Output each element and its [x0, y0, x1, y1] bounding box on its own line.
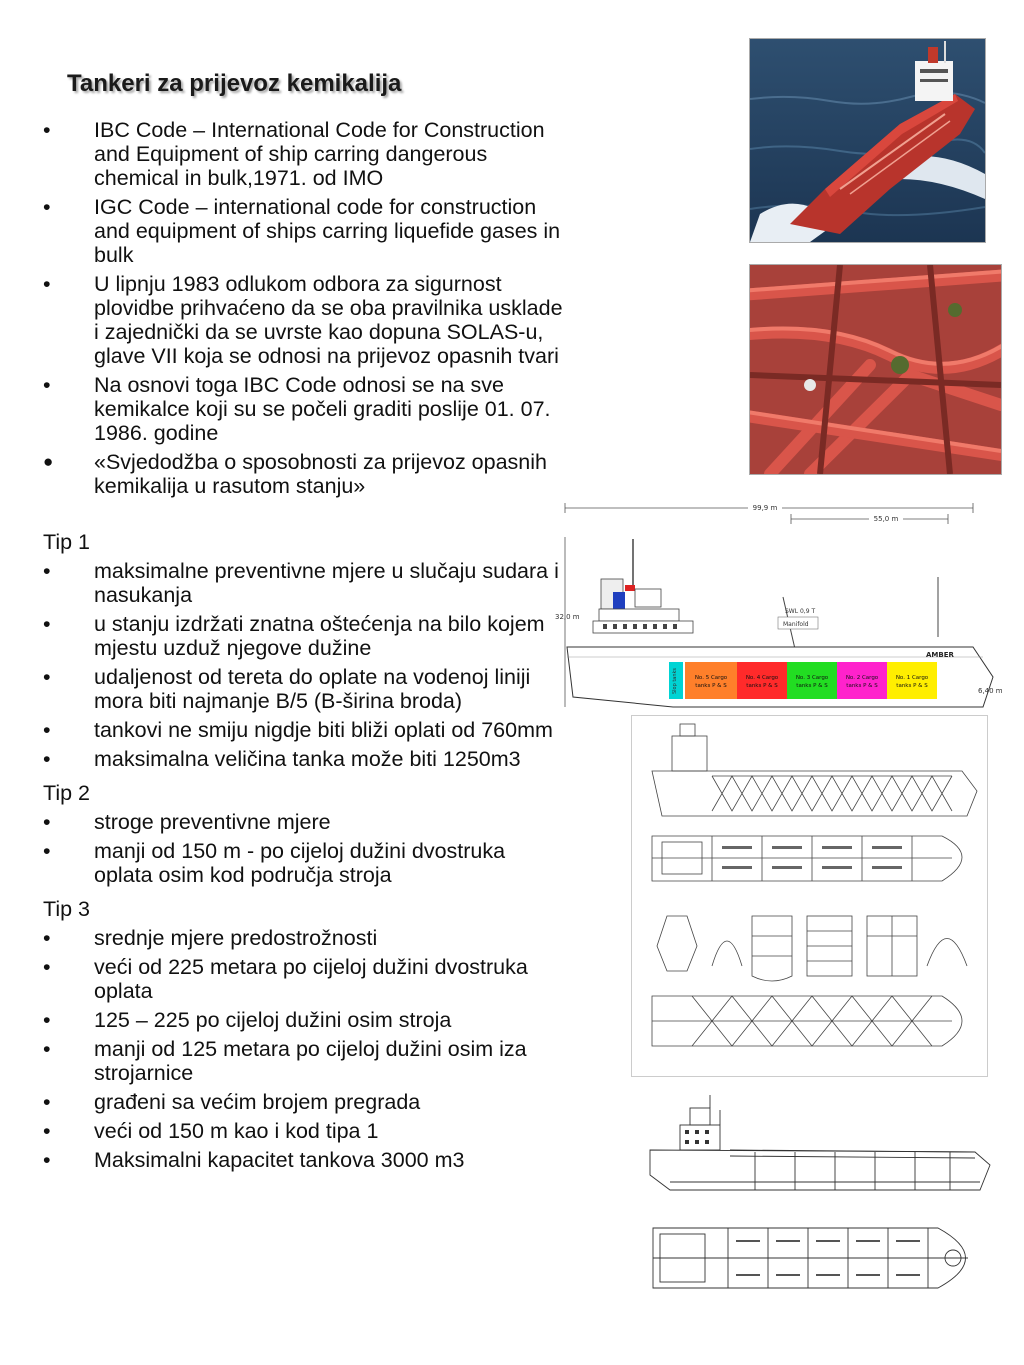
list-item [43, 118, 568, 190]
tank-label: tanks P & S [896, 683, 928, 689]
bullet: • [43, 1148, 51, 1172]
tank-label: No. 2 Cargo [845, 675, 879, 681]
tank-label: tanks P & S [746, 683, 778, 689]
tip2-heading: Tip 2 [43, 781, 90, 805]
item-text: udaljenost od tereta do oplate na vodenoj liniji mora biti najmanje B/5 (B-širina broda) [94, 665, 531, 713]
item-text: manji od 125 metara po cijeloj dužini osim iza strojarnice [94, 1037, 527, 1085]
tank-label: No. 4 Cargo [745, 675, 779, 681]
item-text: IGC Code – international code for construction and equipment of ships carring liquefide gases in bulk [94, 195, 561, 267]
small-plan-drawing [648, 1222, 998, 1294]
list-item [43, 559, 568, 607]
bullet: • [43, 272, 51, 296]
list-item [43, 195, 568, 267]
small-profile-graphic [645, 1090, 995, 1195]
bullet: • [43, 559, 51, 583]
tip1-list [43, 559, 568, 771]
bullet: • [43, 955, 51, 979]
ship-name-label: AMBER [926, 651, 954, 659]
item-text: stroge preventivne mjere [94, 810, 331, 834]
item-text: «Svjedodžba o sposobnosti za prijevoz opasnih kemikalija u rasutom stanju» [94, 450, 547, 498]
item-text: srednje mjere predostrožnosti [94, 926, 378, 950]
deck-piping-photo [749, 264, 1002, 475]
list-item [43, 450, 568, 498]
dim-cargo-label: 55,0 m [873, 515, 899, 523]
tank-label: No. 3 Cargo [795, 675, 829, 681]
page-title: Tankeri za prijevoz kemikalija [67, 70, 402, 97]
dim-draft-label: 6,40 m [978, 687, 1003, 695]
list-item [43, 955, 568, 1003]
dim-length-label: 99,9 m [752, 504, 778, 512]
deck-piping-graphic [750, 265, 1001, 474]
bullet: • [43, 1008, 51, 1032]
dim-height-label: 32,0 m [555, 613, 580, 621]
bullet: • [43, 1119, 51, 1143]
item-text: IBC Code – International Code for Construction and Equipment of ship carring dangerous chemical in bulk,1971. od IMO [94, 118, 545, 190]
item-text: građeni sa većim brojem pregrada [94, 1090, 421, 1114]
list-item [43, 373, 568, 445]
tank-label: tanks P & S [695, 683, 727, 689]
ship-profile-diagram [553, 497, 1003, 712]
bullet: • [43, 195, 51, 219]
bullet: • [43, 926, 51, 950]
tip1-heading: Tip 1 [43, 530, 90, 554]
bullet: • [43, 1090, 51, 1114]
bullet: • [43, 810, 51, 834]
list-item [43, 1119, 568, 1143]
tip3-list [43, 926, 568, 1172]
small-profile-drawing [645, 1090, 995, 1195]
item-text: maksimalne preventivne mjere u slučaju sudara i nasukanja [94, 559, 559, 607]
list-item [43, 810, 568, 834]
cargo-tanks [685, 662, 937, 699]
list-item [43, 1148, 568, 1172]
tanker-photo-graphic [750, 39, 985, 242]
slop-tank-label: Slop tanks [672, 667, 678, 695]
content-text [43, 118, 568, 1177]
tank-label: No. 1 Cargo [895, 675, 929, 681]
general-arrangement-graphic [632, 716, 987, 1076]
item-text: veći od 225 metara po cijeloj dužini dvostruka oplata [94, 955, 528, 1003]
bullet: • [43, 1037, 51, 1061]
ship-profile-graphic [553, 497, 1003, 712]
item-text: u stanju izdržati znatna oštećenja na bilo kojem mjestu uzduž njegove dužine [94, 612, 545, 660]
small-plan-graphic [648, 1222, 998, 1294]
intro-list [43, 118, 568, 498]
item-text: maksimalna veličina tanka može biti 1250m3 [94, 747, 521, 771]
list-item [43, 1037, 568, 1085]
bullet: • [43, 747, 51, 771]
item-text: tankovi ne smiju nigdje biti bliži oplati od 760mm [94, 718, 553, 742]
item-text: manji od 150 m - po cijeloj dužini dvostruka oplata osim kod područja stroja [94, 839, 506, 887]
tank-label: tanks P & S [796, 683, 828, 689]
tip2-list [43, 810, 568, 887]
item-text: U lipnju 1983 odlukom odbora za sigurnost plovidbe prihvaćeno da se oba pravilnika usklade i zajednički da se uvrste kao dopuna SOLAS-u, glave VII koja se odnosi na prijevoz opasnih tvari [94, 272, 563, 368]
item-text: Maksimalni kapacitet tankova 3000 m3 [94, 1148, 465, 1172]
item-text: 125 – 225 po cijeloj dužini osim stroja [94, 1008, 452, 1032]
tank-label: No. 5 Cargo [694, 675, 728, 681]
general-arrangement-drawing [631, 715, 988, 1077]
bullet: ● [43, 452, 54, 471]
bullet: • [43, 373, 51, 397]
item-text: veći od 150 m kao i kod tipa 1 [94, 1119, 379, 1143]
list-item [43, 747, 568, 771]
tanker-photo [749, 38, 986, 243]
tip3-heading: Tip 3 [43, 897, 90, 921]
list-item [43, 926, 568, 950]
list-item [43, 272, 568, 368]
swl-label: SWL 0,9 T [785, 608, 816, 615]
list-item [43, 839, 568, 887]
list-item [43, 612, 568, 660]
bullet: • [43, 718, 51, 742]
bullet: • [43, 118, 51, 142]
bullet: • [43, 665, 51, 689]
list-item [43, 1090, 568, 1114]
bullet: • [43, 839, 51, 863]
tank-label: tanks P & S [846, 683, 878, 689]
bullet: • [43, 612, 51, 636]
item-text: Na osnovi toga IBC Code odnosi se na sve kemikalce koji su se počeli graditi poslije 01. 07. 1986. godine [94, 373, 551, 445]
manifold-label: Manifold [783, 621, 809, 628]
list-item [43, 1008, 568, 1032]
list-item [43, 665, 568, 713]
list-item [43, 718, 568, 742]
